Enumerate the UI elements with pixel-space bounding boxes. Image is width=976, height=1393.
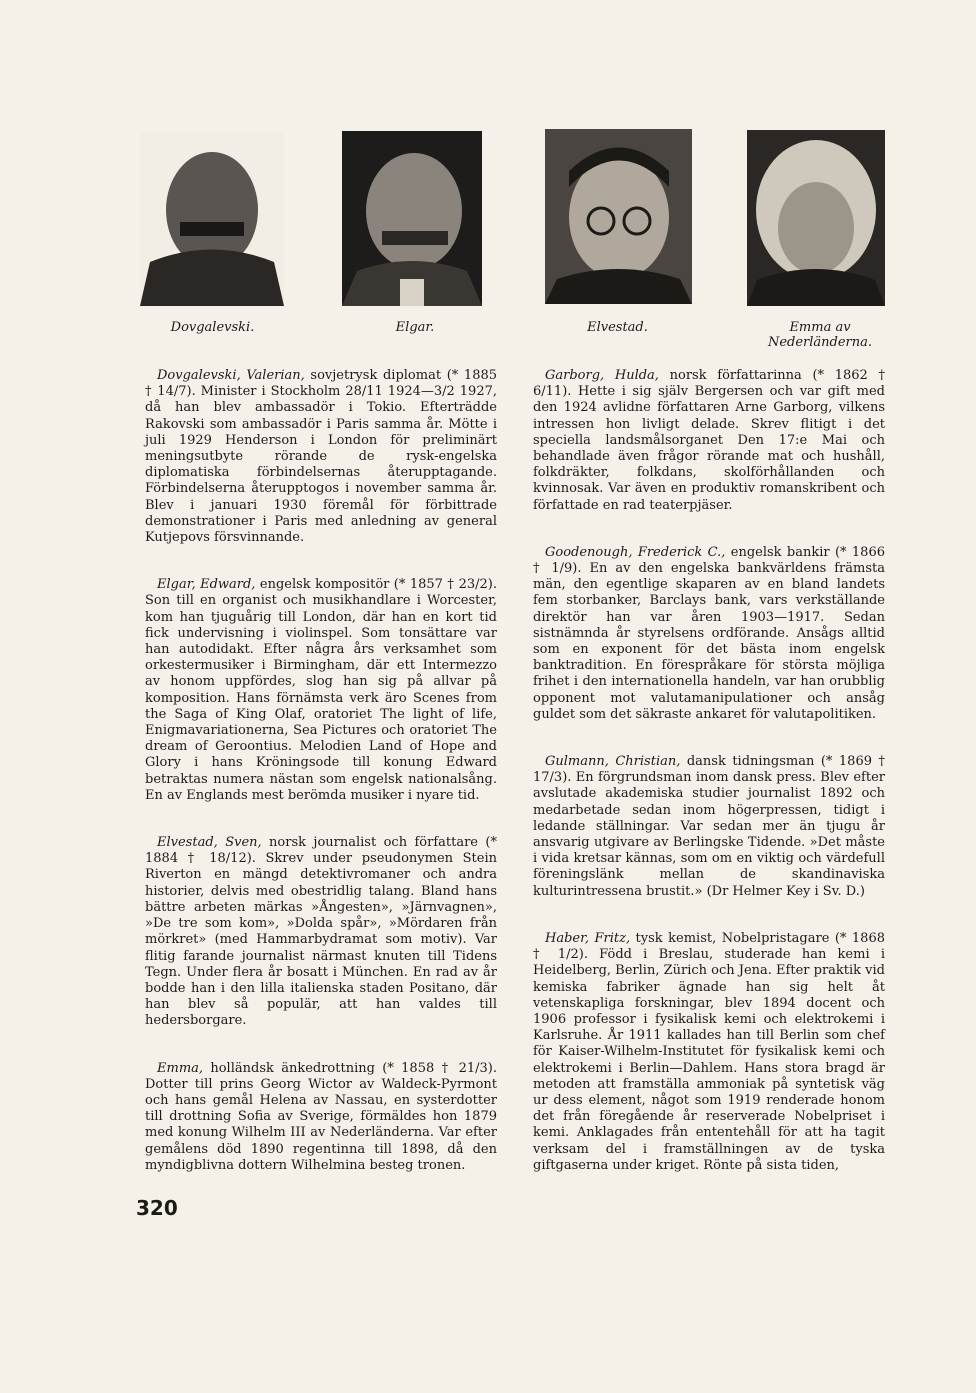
entry-gulmann <box>533 754 885 900</box>
entry-name: Emma, <box>157 1060 204 1076</box>
entry-garborg <box>533 368 885 514</box>
portrait-emma-image <box>747 130 885 306</box>
entry-elgar <box>145 577 497 804</box>
portrait-elvestad-image <box>545 129 692 304</box>
entry-text: sovjetrysk diplomat (* 1885 † 14/7). Minister i Stockholm 28/11 1924—3/2 1927, då han blev ambassadör i Tokio. Efterträdde Rakovski som ambassadör i Paris samma år. Mötte i juli 1929 Henderson i London för preliminärt meningsutbyte rörande de rysk-engelska diplomatiska förbindelsernas återupptagande. Förbindelserna återupptogos i november samma år. Blev i januari 1930 föremål för förbittrade demonstrationer i Paris med anledning av general Kutjepovs försvinnande. <box>145 368 498 546</box>
entry-goodenough <box>533 545 885 723</box>
caption-emma: Emma av Nederländerna. <box>767 320 873 350</box>
entry-text: dansk tidningsman (* 1869 † 17/3). En förgrundsman inom dansk press. Blev efter avslutade akademiska studier journalist 1892 och medarbetade sedan inom högerpressen, tidigt i ledande ställningar. Var sedan mer än tjugu år ansvarig utgivare av Berlingske Tidende. »Det måste i vida kretsar kännas, som om en viktig och värdefull föreningslänk mellan de skandinaviska kulturintressena brustit.» (Dr Helmer Key i Sv. D.) <box>533 754 885 899</box>
entry-text: norsk journalist och författare (* 1884 † 18/12). Skrev under pseudonymen Stein Riverton en mängd detektivromaner och andra historier, delvis med obestridlig talang. Bland hans bättre arbeten märkas »Ångesten», »Järnvagnen», »De tre som kom», »Dolda spår», »Mördaren från mörkret» (med Hammarbydramat som motiv). Var flitig farande journalist närmast knuten till Tidens Tegn. Under flera år bosatt i München. En rad av år bodde han i den lilla italienska staden Positano, där han blev så populär, att han valdes till hedersborgare. <box>145 835 497 1029</box>
portrait-emma <box>747 130 885 306</box>
page-number: 320 <box>136 1196 178 1220</box>
entry-text: norsk författarinna (* 1862 † 6/11). Hette i sig själv Bergersen och var gift med den 1924 avlidne författaren Arne Garborg, vilkens intressen hon livligt delade. Skrev flitigt i det speciella landsmålsorganet Den 17:e Mai och behandlade även frågor rörande mat och hushåll, folkdräkter, folkdans, skolförhållanden och kvinnosak. Var även en produktiv romanskribent och författade en rad teaterpjäser. <box>533 368 885 513</box>
entry-name: Haber, Fritz, <box>545 930 631 946</box>
caption-elgar: Elgar. <box>395 320 435 335</box>
entry-text: engelsk bankir (* 1866 † 1/9). En av den engelska bankvärldens främsta män, den egentlige skaparen av en bland landets fem storbanker, Barclays bank, vars verkställande direktör han var åren 1903—1917. Sedan sistnämnda år styrelsens ordförande. Ansågs alltid som en exponent för det bästa inom engelsk banktradition. En förespråkare för största möjliga frihet i den internationella handeln, var han orubblig opponent mot valutamanipulationer och ansåg guldet som det säkraste ankaret för valutapolitiken. <box>533 544 886 722</box>
entry-name: Gulmann, Christian, <box>545 754 681 770</box>
portrait-dovgalevski <box>140 132 284 306</box>
entry-text: tysk kemist, Nobelpristagare (* 1868 † 1/2). Född i Breslau, studerade han kemi i Heidelberg, Berlin, Zürich och Jena. Efter praktik vid kemiska fabriker ägnade han sig helt åt vetenskapliga forskningar, blev 1894 docent och 1906 professor i fysikalisk kemi och elektrokemi i Karlsruhe. År 1911 kallades han till Berlin som chef för Kaiser-Wilhelm-Institutet för fysikalisk kemi och elektrokemi i Berlin—Dahlem. Hans stora bragd är metoden att framställa ammoniak på syntetisk väg ur dess element, något som 1919 renderade honom det från föregående år reserverade Nobelpriset i kemi. Anklagades från ententehåll för att ha tagit verksam del i framställningen av de tyska giftgaserna under kriget. Rönte på sista tiden, <box>533 930 886 1173</box>
portrait-elgar-image <box>342 131 482 306</box>
entry-name: Goodenough, Frederick C., <box>545 544 726 560</box>
entry-elvestad <box>145 835 497 1029</box>
entry-text: holländsk änkedrottning (* 1858 † 21/3). Dotter till prins Georg Wictor av Waldeck-Pyrmont och hans gemål Helena av Nassau, en systerdotter till drottning Sofia av Sverige, förmäldes hon 1879 med konung Wilhelm III av Nederländerna. Var efter gemålens död 1890 regentinna till 1898, då den myndigblivna dottern Wilhelmina besteg tronen. <box>145 1060 497 1173</box>
portrait-elgar <box>342 131 482 306</box>
caption-dovgalevski: Dovgalevski. <box>170 320 255 335</box>
entry-haber <box>533 931 885 1174</box>
entry-emma <box>145 1061 497 1174</box>
entry-dovgalevski <box>145 368 497 546</box>
portrait-elvestad <box>545 129 692 304</box>
left-column <box>145 368 497 1205</box>
entry-name: Elvestad, Sven, <box>157 835 262 851</box>
entry-name: Elgar, Edward, <box>157 577 256 593</box>
entry-text: engelsk kompositör (* 1857 † 23/2). Son till en organist och musikhandlare i Worcester, kom han tjuguårig till London, där han en kort tid fick undervisning i violinspel. Som tonsättare var han autodidakt. Efter några års verksamhet som orkestermusiker i Birmingham, där ett Intermezzo av honom uppfördes, slog han sig på allvar på komposition. Hans förnämsta verk äro Scenes from the Saga of King Olaf, oratoriet The light of life, Enigmavariationerna, Sea Pictures och oratoriet The dream of Geroontius. Melodien Land of Hope and Glory i hans Kröningsode till konung Edward betraktas numera nästan som engelsk nationalsång. En av Englands mest berömda musiker i nyare tid. <box>145 577 497 803</box>
entry-name: Dovgalevski, Valerian, <box>157 368 305 383</box>
caption-elvestad: Elvestad. <box>587 320 648 335</box>
portrait-dovgalevski-image <box>140 132 284 306</box>
entry-name: Garborg, Hulda, <box>545 368 659 383</box>
right-column <box>533 368 885 1205</box>
